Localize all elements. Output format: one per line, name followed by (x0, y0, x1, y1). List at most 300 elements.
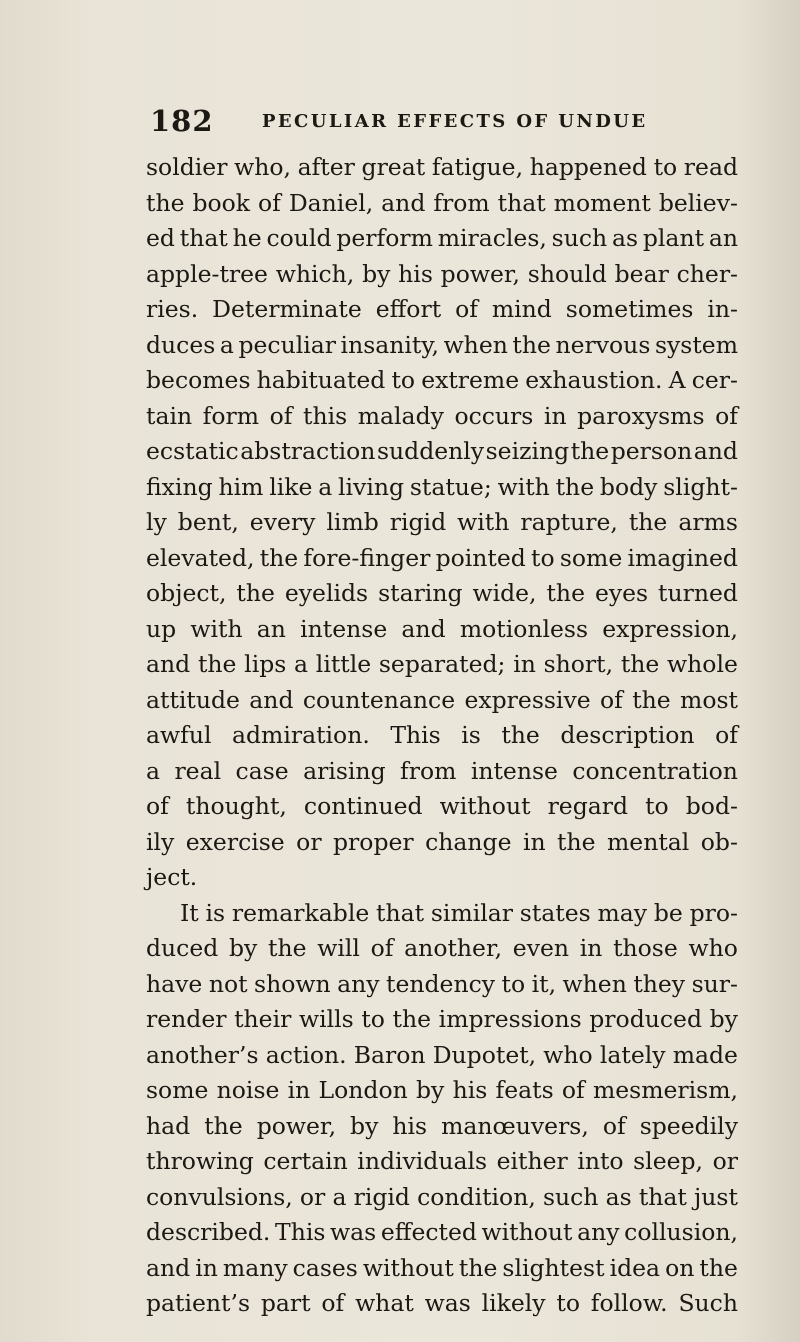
word: every (249, 508, 316, 536)
word: this (303, 401, 348, 430)
word: produced (589, 1005, 702, 1033)
word: intense (300, 614, 388, 643)
word: a (146, 756, 161, 785)
text-line (146, 1286, 738, 1322)
word: many (222, 1253, 288, 1282)
word: and (381, 188, 426, 217)
word: the (501, 721, 540, 749)
word: occurs (454, 401, 534, 430)
word: to (501, 969, 526, 998)
word: condition, (417, 1182, 536, 1211)
word: just (694, 1182, 738, 1211)
word: likely (481, 1289, 546, 1317)
word: proper (333, 827, 414, 856)
word: of (599, 685, 623, 714)
word: of (602, 1111, 626, 1140)
word: most (680, 685, 738, 714)
word: apple-tree (146, 259, 268, 288)
word: had (146, 1111, 191, 1140)
word: him (218, 472, 264, 501)
word: duces (146, 330, 216, 359)
word: exercise (185, 827, 285, 856)
text-line (146, 754, 738, 790)
word: effected (380, 1218, 477, 1246)
word: speedily (639, 1111, 738, 1140)
word: mind (491, 295, 552, 323)
word: rapture, (520, 508, 618, 536)
word: even (512, 934, 570, 962)
word: who (543, 1040, 593, 1069)
word: or (299, 1182, 326, 1211)
word: ob- (700, 827, 738, 856)
word: the (570, 437, 610, 465)
word: by (709, 1005, 738, 1033)
word: the (546, 579, 585, 607)
page-header (150, 104, 730, 138)
word: the (204, 1111, 243, 1140)
word: not (208, 969, 248, 998)
word: another, (404, 934, 503, 962)
text-line (146, 860, 738, 896)
text-line (146, 399, 738, 435)
word: sleep, (633, 1147, 704, 1175)
word: collusion, (624, 1218, 738, 1246)
word: who, (234, 153, 291, 181)
word: to (391, 366, 416, 394)
text-line (146, 541, 738, 577)
word: noise (216, 1076, 280, 1104)
word: of (455, 295, 478, 323)
word: an (708, 224, 738, 252)
word: should (527, 259, 607, 288)
word: wills (298, 1005, 354, 1033)
word: Dupotet, (432, 1040, 537, 1069)
word: limb (326, 508, 379, 536)
text-line (146, 505, 738, 541)
word: when (443, 330, 508, 359)
word: was (330, 1218, 377, 1246)
word: awful (146, 721, 212, 749)
word: in (522, 827, 546, 856)
word: expression, (602, 614, 738, 643)
word: eyelids (284, 579, 369, 607)
word: without (362, 1253, 454, 1282)
word: rigid (389, 508, 447, 536)
word: pro- (689, 898, 738, 927)
word: by (416, 1076, 445, 1104)
word: of (561, 1076, 585, 1104)
text-line (146, 1002, 738, 1038)
text-line (146, 257, 738, 293)
word: A (668, 366, 686, 394)
text-line (146, 328, 738, 364)
word: the (620, 650, 660, 678)
word: ly (146, 508, 167, 536)
text-line (146, 647, 738, 683)
word: the (268, 934, 307, 962)
word: could (266, 224, 332, 252)
word: and (249, 685, 294, 714)
word: wide, (472, 579, 537, 607)
word: duced (146, 934, 219, 962)
word: fatigue, (431, 153, 524, 181)
word: another’s (146, 1040, 259, 1069)
word: manœuvers, (441, 1111, 589, 1140)
word: individuals (357, 1147, 488, 1175)
word: pointed (435, 543, 526, 572)
word: is (461, 721, 481, 749)
word: great (361, 153, 426, 181)
word: the (146, 188, 185, 217)
word: malady (357, 401, 444, 430)
word: those (613, 934, 678, 962)
word: Baron (353, 1040, 426, 1069)
word: his (398, 259, 433, 288)
word: by (350, 1111, 379, 1140)
word: object, (146, 579, 227, 607)
word: ily (146, 827, 175, 856)
word: little (315, 650, 372, 678)
word: ed (146, 224, 175, 252)
word: a (219, 330, 234, 359)
word: This (275, 1218, 326, 1246)
word: change (425, 827, 512, 856)
word: ecstatic (146, 437, 239, 465)
word: Such (678, 1289, 738, 1317)
word: soldier (146, 153, 228, 181)
word: that (179, 224, 228, 252)
word: motionless (459, 614, 589, 643)
page-number: 182 (150, 104, 214, 138)
text-line (146, 1144, 738, 1180)
word: shown (254, 969, 331, 998)
word: perform (336, 224, 433, 252)
word: extreme (421, 366, 520, 394)
word: countenance (302, 685, 456, 714)
word: as (605, 1182, 632, 1211)
word: Daniel, (288, 188, 374, 217)
word: staring (378, 579, 463, 607)
word: system (654, 330, 738, 359)
word: up (146, 614, 177, 643)
word: a (294, 650, 309, 678)
word: the (458, 1253, 498, 1282)
word: an (256, 614, 286, 643)
text-line (146, 1038, 738, 1074)
word: bod- (685, 792, 738, 820)
text-line (146, 718, 738, 754)
word: becomes (146, 366, 251, 394)
word: turned (658, 579, 738, 607)
word: attitude (146, 685, 240, 714)
word: from (433, 188, 490, 217)
word: by (229, 934, 258, 962)
word: or (296, 827, 322, 856)
text-line (146, 292, 738, 328)
word: made (672, 1040, 738, 1069)
word: ject. (146, 863, 198, 891)
body-text (146, 150, 738, 1322)
word: the (628, 508, 668, 536)
word: elevated, (146, 543, 255, 572)
word: imagined (627, 543, 738, 572)
word: tain (146, 401, 193, 430)
word: to (653, 153, 678, 181)
word: as (611, 224, 639, 252)
word: from (400, 756, 457, 785)
word: short, (543, 650, 614, 678)
word: lips (244, 650, 287, 678)
word: in (543, 401, 567, 430)
word: their (234, 1005, 292, 1033)
text-line (146, 683, 738, 719)
word: and (146, 1253, 191, 1282)
word: some (146, 1076, 209, 1104)
word: book (192, 188, 251, 217)
word: eyes (594, 579, 649, 607)
word: and (693, 437, 738, 465)
word: This (390, 721, 441, 749)
word: in (513, 650, 536, 678)
word: mental (607, 827, 690, 856)
word: of (715, 401, 738, 430)
text-line (146, 1251, 738, 1287)
word: a (332, 1182, 347, 1211)
word: idea (609, 1253, 661, 1282)
word: separated; (378, 650, 506, 678)
word: case (235, 756, 289, 785)
word: arising (303, 756, 386, 785)
word: cer- (691, 366, 738, 394)
word: action. (265, 1040, 347, 1069)
word: of (269, 401, 293, 430)
word: into (577, 1147, 624, 1175)
word: tendency (386, 969, 496, 998)
word: remarkable (231, 898, 370, 927)
running-head: PECULIAR EFFECTS OF UNDUE (262, 111, 648, 132)
word: person (610, 437, 693, 465)
word: exhaustion. (525, 366, 663, 394)
word: body (599, 472, 658, 501)
word: happened (529, 153, 647, 181)
word: on (665, 1253, 695, 1282)
word: the (392, 1005, 432, 1033)
word: when (562, 969, 627, 998)
word: it, (531, 969, 557, 998)
word: certain (263, 1147, 348, 1175)
word: and (401, 614, 446, 643)
word: with (497, 472, 550, 501)
word: whole (667, 650, 738, 678)
word: that (376, 898, 425, 927)
word: that (497, 188, 546, 217)
word: to (645, 792, 669, 820)
word: ries. (146, 295, 199, 323)
word: admiration. (232, 721, 370, 749)
word: in (579, 934, 603, 962)
text-line (146, 825, 738, 861)
word: cher- (676, 259, 738, 288)
word: cases (292, 1253, 358, 1282)
word: in (287, 1076, 311, 1104)
word: convulsions, (146, 1182, 293, 1211)
word: bent, (177, 508, 239, 536)
word: of (258, 188, 281, 217)
word: read (683, 153, 738, 181)
word: arms (678, 508, 738, 536)
word: may (597, 898, 648, 927)
word: lately (599, 1040, 666, 1069)
paragraph-start-line (146, 896, 738, 932)
word: such (551, 224, 608, 252)
word: any (577, 1218, 620, 1246)
word: the (632, 685, 671, 714)
word: living (338, 472, 405, 501)
word: with (457, 508, 510, 536)
word: follow. (590, 1289, 668, 1317)
word: which, (275, 259, 355, 288)
word: the (555, 472, 595, 501)
word: expressive (464, 685, 591, 714)
word: will (317, 934, 360, 962)
word: after (297, 153, 355, 181)
word: the (197, 650, 237, 678)
word: without (439, 792, 531, 820)
word: fixing (146, 472, 213, 501)
word: who (688, 934, 738, 962)
word: the (699, 1253, 738, 1282)
text-line (146, 967, 738, 1003)
text-line (146, 931, 738, 967)
word: part (260, 1289, 311, 1317)
word: bear (614, 259, 669, 288)
word: abstraction (240, 437, 376, 465)
word: believ- (658, 188, 738, 217)
word: either (496, 1147, 568, 1175)
word: in (195, 1253, 218, 1282)
word: slight- (663, 472, 738, 501)
word: of (321, 1289, 345, 1317)
word: sur- (691, 969, 738, 998)
word: such (542, 1182, 599, 1211)
word: the (557, 827, 596, 856)
word: real (174, 756, 222, 785)
word: slightest (502, 1253, 605, 1282)
word: be (653, 898, 683, 927)
word: states (519, 898, 591, 927)
word: plant (642, 224, 705, 252)
word: a (318, 472, 333, 501)
text-line (146, 1109, 738, 1145)
word: his (392, 1111, 428, 1140)
text-line (146, 186, 738, 222)
word: the (259, 543, 299, 572)
text-line (146, 150, 738, 186)
word: miracles, (437, 224, 547, 252)
word: is (205, 898, 226, 927)
text-line (146, 1073, 738, 1109)
word: was (424, 1289, 471, 1317)
text-line (146, 576, 738, 612)
word: insanity, (340, 330, 439, 359)
text-line (146, 434, 738, 470)
word: they (633, 969, 686, 998)
word: concentration (572, 756, 738, 785)
word: sometimes (565, 295, 694, 323)
word: habituated (256, 366, 386, 394)
word: to (556, 1289, 580, 1317)
word: intense (470, 756, 558, 785)
word: London (318, 1076, 408, 1104)
word: and (146, 650, 191, 678)
word: paroxysms (577, 401, 705, 430)
text-line (146, 612, 738, 648)
word: impressions (438, 1005, 582, 1033)
word: have (146, 969, 203, 998)
text-line (146, 1180, 738, 1216)
word: regard (547, 792, 629, 820)
word: similar (430, 898, 514, 927)
word: what (355, 1289, 414, 1317)
text-line (146, 470, 738, 506)
word: fore-finger (303, 543, 431, 572)
text-line (146, 363, 738, 399)
word: patient’s (146, 1289, 251, 1317)
word: thought, (185, 792, 287, 820)
word: of (715, 721, 738, 749)
word: in- (707, 295, 738, 323)
text-line (146, 1215, 738, 1251)
word: feats (495, 1076, 554, 1104)
word: statue; (409, 472, 492, 501)
word: continued (303, 792, 423, 820)
word: any (337, 969, 380, 998)
text-line (146, 221, 738, 257)
text-line (146, 789, 738, 825)
word: peculiar (238, 330, 336, 359)
word: Determinate (212, 295, 362, 323)
word: without (481, 1218, 573, 1246)
word: the (512, 330, 551, 359)
word: the (236, 579, 275, 607)
word: It (180, 898, 199, 927)
word: to (361, 1005, 385, 1033)
word: description (560, 721, 695, 749)
word: power, (440, 259, 521, 288)
word: like (269, 472, 313, 501)
word: seizing (485, 437, 570, 465)
word: by (362, 259, 391, 288)
word: his (452, 1076, 488, 1104)
word: rigid (353, 1182, 410, 1211)
word: form (202, 401, 260, 430)
word: nervous (555, 330, 651, 359)
word: that (638, 1182, 687, 1211)
word: of (146, 792, 169, 820)
word: power, (256, 1111, 337, 1140)
word: moment (553, 188, 651, 217)
word: to (531, 543, 555, 572)
word: some (559, 543, 623, 572)
word: described. (146, 1218, 271, 1246)
word: or (712, 1147, 738, 1175)
word: with (190, 614, 243, 643)
word: he (232, 224, 262, 252)
word: of (370, 934, 394, 962)
word: suddenly (376, 437, 485, 465)
word: mesmerism, (592, 1076, 738, 1104)
word: throwing (146, 1147, 254, 1175)
